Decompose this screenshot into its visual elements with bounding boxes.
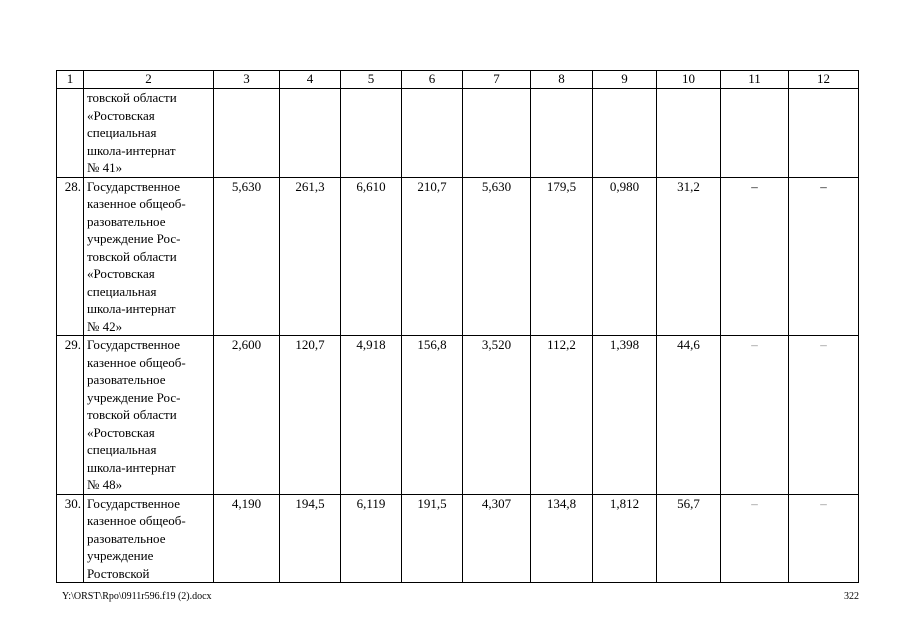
value-cell: 2,600: [214, 336, 280, 495]
dash-cell: –: [721, 494, 789, 583]
value-cell: [721, 89, 789, 178]
value-cell: 5,630: [463, 177, 531, 336]
header-cell: 3: [214, 71, 280, 89]
value-cell: [657, 89, 721, 178]
header-cell: 6: [402, 71, 463, 89]
value-cell: 134,8: [531, 494, 593, 583]
row-number: [57, 89, 84, 178]
value-cell: 4,307: [463, 494, 531, 583]
footer-file-path: Y:\ORST\Rpo\0911r596.f19 (2).docx: [62, 591, 212, 602]
value-cell: 1,812: [593, 494, 657, 583]
row-number: 28.: [57, 177, 84, 336]
header-cell: 8: [531, 71, 593, 89]
value-cell: [531, 89, 593, 178]
value-cell: 5,630: [214, 177, 280, 336]
value-cell: 120,7: [280, 336, 341, 495]
row-number: 30.: [57, 494, 84, 583]
value-cell: 4,190: [214, 494, 280, 583]
value-cell: 179,5: [531, 177, 593, 336]
value-cell: 112,2: [531, 336, 593, 495]
institution-name: товской области «Ростовская специальная школа-интернат № 41»: [84, 89, 214, 178]
table-row: [57, 177, 859, 336]
value-cell: 31,2: [657, 177, 721, 336]
value-cell: 6,119: [341, 494, 402, 583]
dash-cell: –: [789, 494, 859, 583]
value-cell: [402, 89, 463, 178]
value-cell: 44,6: [657, 336, 721, 495]
value-cell: 1,398: [593, 336, 657, 495]
value-cell: 6,610: [341, 177, 402, 336]
value-cell: [463, 89, 531, 178]
table-row: [57, 336, 859, 495]
dash-cell: –: [721, 177, 789, 336]
value-cell: 210,7: [402, 177, 463, 336]
header-cell: 12: [789, 71, 859, 89]
page-number: 322: [844, 591, 859, 602]
header-cell: 4: [280, 71, 341, 89]
header-cell: 10: [657, 71, 721, 89]
institution-name: Государственное казенное общеоб- разовательное учреждение Рос- товской области «Ростовская специальная школа-интернат № 48»: [84, 336, 214, 495]
value-cell: 0,980: [593, 177, 657, 336]
header-cell: 11: [721, 71, 789, 89]
table-row: [57, 89, 859, 178]
value-cell: 194,5: [280, 494, 341, 583]
header-cell: 1: [57, 71, 84, 89]
value-cell: 3,520: [463, 336, 531, 495]
dash-cell: –: [789, 336, 859, 495]
dash-cell: –: [721, 336, 789, 495]
institution-name: Государственное казенное общеоб- разовательное учреждение Ростовской: [84, 494, 214, 583]
header-cell: 2: [84, 71, 214, 89]
value-cell: [214, 89, 280, 178]
header-cell: 7: [463, 71, 531, 89]
institution-name: Государственное казенное общеоб- разовательное учреждение Рос- товской области «Ростовская специальная школа-интернат № 42»: [84, 177, 214, 336]
value-cell: [593, 89, 657, 178]
dash-cell: –: [789, 177, 859, 336]
value-cell: 261,3: [280, 177, 341, 336]
value-cell: 56,7: [657, 494, 721, 583]
row-number: 29.: [57, 336, 84, 495]
value-cell: [341, 89, 402, 178]
value-cell: [280, 89, 341, 178]
header-cell: 5: [341, 71, 402, 89]
header-cell: 9: [593, 71, 657, 89]
header-row: [57, 71, 859, 89]
value-cell: 4,918: [341, 336, 402, 495]
value-cell: [789, 89, 859, 178]
value-cell: 191,5: [402, 494, 463, 583]
data-table: [56, 70, 859, 583]
value-cell: 156,8: [402, 336, 463, 495]
table-row: [57, 494, 859, 583]
